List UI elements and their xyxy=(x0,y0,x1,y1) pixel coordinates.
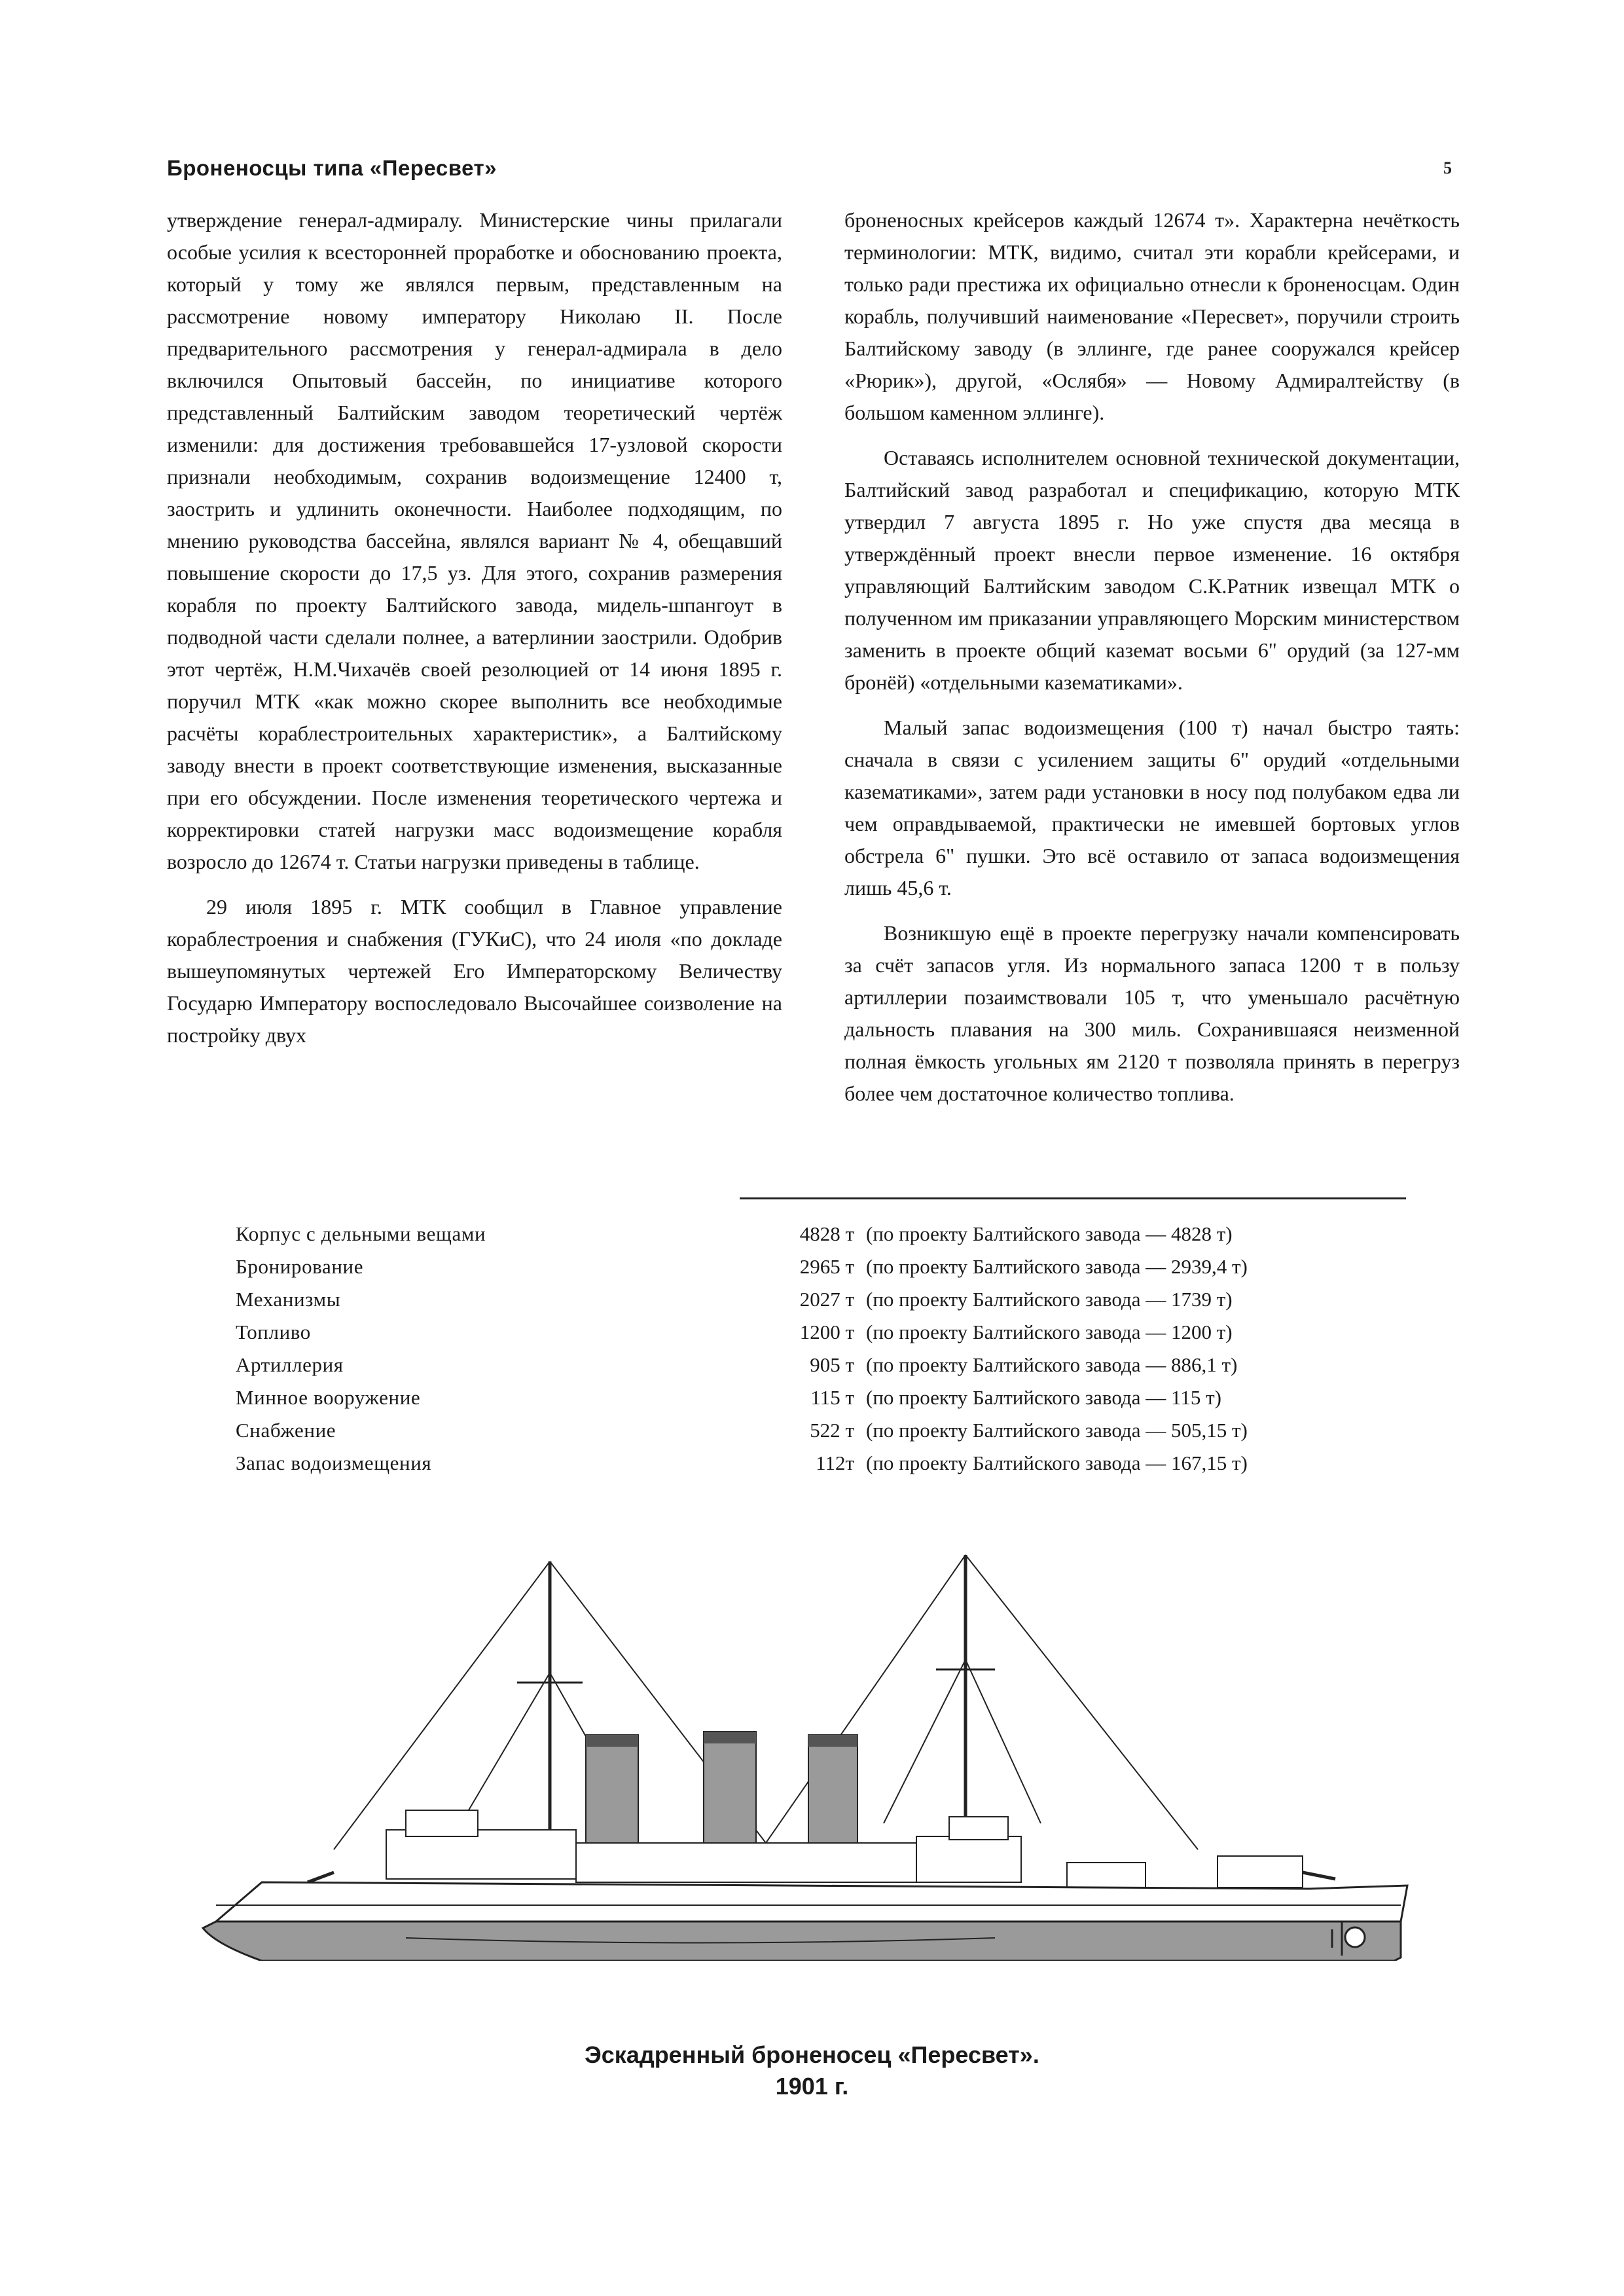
mass-table xyxy=(236,1218,1383,1480)
right-column xyxy=(844,204,1460,1110)
table-note: (по проекту Балтийского завода — 886,1 т) xyxy=(866,1353,1238,1376)
table-item: Топливо xyxy=(236,1321,311,1343)
funnels xyxy=(586,1732,857,1843)
table-value: 2027 т xyxy=(799,1288,854,1311)
table-item: Минное вооружение xyxy=(236,1386,421,1409)
figure-caption-title: Эскадренный броненосец «Пересвет». xyxy=(585,2041,1039,2068)
table-row xyxy=(236,1283,1383,1316)
right-paragraph-1: броненосных крейсеров каждый 12674 т». Характерна нечёткость терминологии: МТК, видимо, считал эти корабли крейсерами, и только ради престижа их официально отнесли к броненосцам. Один корабль, получивший наименование «Пересвет», поручили строить Балтийскому заводу (в эллинге, где ранее сооружался крейсер «Рюрик»), другой, «Ослябя» — Новому Адмиралтейству (в большом каменном эллинге). xyxy=(844,208,1460,424)
left-paragraph-1: утверждение генерал-адмиралу. Министерские чины прилагали особые усилия к всесторонней проработке и обоснованию проекта, который у тому же являлся первым, представленным на рассмотрение новому императору Николаю II. После предварительного рассмотрения у генерал-адмирала в дело включился Опытовый бассейн, по инициативе которого представленный Балтийским заводом теоретический чертёж изменили: для достижения требовавшейся 17-узловой скорости признали необходимым, сохранив водоизмещение 12400 т, заострить и удлинить оконечности. Наиболее подходящим, по мнению руководства бассейна, являлся вариант № 4, обещавший повышение скорости до 17,5 уз. Для этого, сохранив размерения корабля по проекту Балтийского завода, мидель-шпангоут в подводной части сделали полнее, а ватерлинии заострили. Одобрив этот чертёж, Н.М.Чихачёв своей резолюцией от 14 июня 1895 г. поручил МТК «как можно скорее выполнить все необходимые расчёты кораблестроительных характеристик», а Балтийскому заводу внести в проект соответствующие изменения, высказанные при его обсуждении. После изменения теоретического чертежа и корректировки статей нагрузки масс водоизмещение корабля возросло до 12674 т. Статьи нагрузки приведены в таблице. xyxy=(167,208,782,873)
table-note: (по проекту Балтийского завода — 115 т) xyxy=(866,1386,1221,1409)
hull xyxy=(203,1882,1407,1961)
table-item: Бронирование xyxy=(236,1255,364,1278)
right-paragraph-3: Малый запас водоизмещения (100 т) начал быстро таять: сначала в связи с усилением защиты 6" орудий «отдельными казематиками», затем ради установки в носу под полубаком едва ли чем оправдываемой, практически не имевшей бортовых углов обстрела 6" пушки. Это всё оставило от запаса водоизмещения лишь 45,6 т. xyxy=(844,716,1460,900)
table-row xyxy=(236,1349,1383,1381)
table-row xyxy=(236,1316,1383,1349)
table-value: 115 т xyxy=(810,1386,854,1409)
table-note: (по проекту Балтийского завода — 167,15 т) xyxy=(866,1451,1248,1474)
table-note: (по проекту Балтийского завода — 1739 т) xyxy=(866,1288,1233,1311)
figure-caption xyxy=(0,2039,1624,2102)
table-note: (по проекту Балтийского завода — 1200 т) xyxy=(866,1321,1233,1343)
table-value: 905 т xyxy=(810,1353,854,1376)
table-value: 1200 т xyxy=(799,1321,854,1343)
table-value: 4828 т xyxy=(799,1222,854,1245)
rigging xyxy=(334,1555,1198,1850)
figure-caption-year: 1901 г. xyxy=(775,2073,849,2100)
table-row xyxy=(236,1218,1383,1250)
table-value: 112т xyxy=(816,1451,854,1474)
right-paragraph-2: Оставаясь исполнителем основной технической документации, Балтийский завод разработал и спецификацию, которую МТК утвердил 7 августа 1895 г. Но уже спустя два месяца в утверждённый проект внесли первое изменение. 16 октября управляющий Балтийским заводом С.К.Ратник извещал МТК о полученном им приказании управляющего Морским министерством заменить в проекте общий каземат восьми 6" орудий (за 127-мм бронёй) «отдельными казематиками». xyxy=(844,446,1460,694)
table-note: (по проекту Балтийского завода — 2939,4 т) xyxy=(866,1255,1248,1278)
page-number: 5 xyxy=(1443,158,1452,177)
running-head: Броненосцы типа «Пересвет» xyxy=(167,156,497,180)
left-column xyxy=(167,204,782,1051)
battleship-side-profile xyxy=(177,1542,1456,1961)
table-note: (по проекту Балтийского завода — 505,15 т) xyxy=(866,1419,1248,1442)
table-item: Артиллерия xyxy=(236,1353,344,1376)
table-top-rule xyxy=(740,1197,1406,1199)
table-row xyxy=(236,1381,1383,1414)
left-paragraph-2: 29 июля 1895 г. МТК сообщил в Главное управление кораблестроения и снабжения (ГУКиС), что 24 июля «по докладе вышеупомянутых чертежей Его Императорскому Величеству Государю Императору воспоследовало Высочайшее соизволение на постройку двух xyxy=(167,895,782,1047)
table-value: 522 т xyxy=(810,1419,854,1442)
right-paragraph-4: Возникшую ещё в проекте перегрузку начали компенсировать за счёт запасов угля. Из нормального запаса 1200 т в пользу артиллерии позаимствовали 105 т, что уменьшало расчётную дальность плавания на 300 миль. Сохранившаяся неизменной полная ёмкость угольных ям 2120 т позволяла принять в перегруз более чем достаточное количество топлива. xyxy=(844,921,1460,1105)
table-item: Механизмы xyxy=(236,1288,341,1311)
table-row xyxy=(236,1250,1383,1283)
table-value: 2965 т xyxy=(799,1255,854,1278)
ship-drawing xyxy=(177,1542,1456,1961)
table-item: Корпус с дельными вещами xyxy=(236,1222,486,1245)
table-row xyxy=(236,1447,1383,1480)
table-row xyxy=(236,1414,1383,1447)
table-note: (по проекту Балтийского завода — 4828 т) xyxy=(866,1222,1233,1245)
table-item: Запас водоизмещения xyxy=(236,1451,432,1474)
table-item: Снабжение xyxy=(236,1419,336,1442)
